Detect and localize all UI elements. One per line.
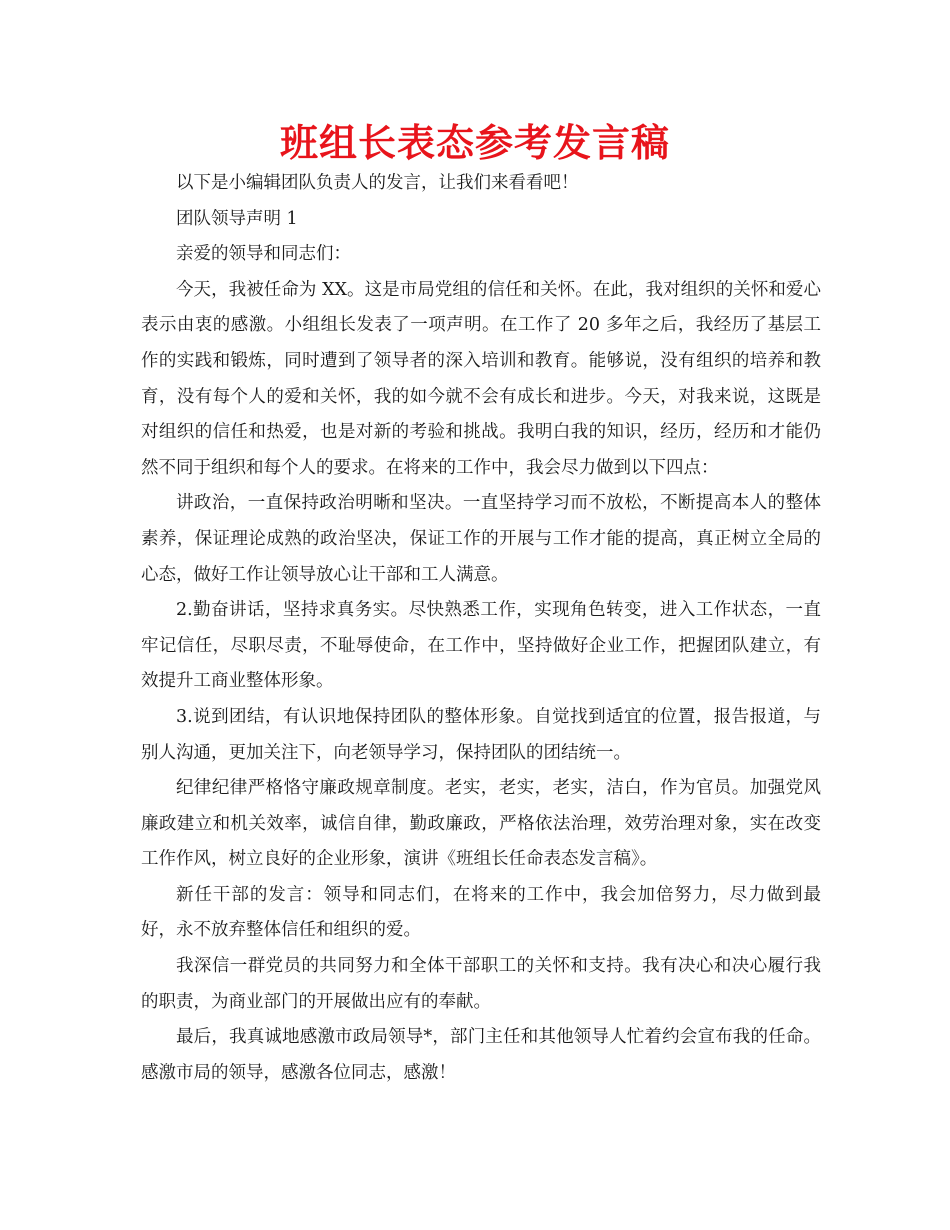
document-body (141, 166, 821, 1091)
paragraph-closing: 最后，我真诚地感激市政局领导*，部门主任和其他领导人忙着约会宣布我的任命。感激市局的领导，感激各位同志，感激！ (141, 1027, 821, 1083)
paragraph-appointment: 今天，我被任命为 XX。这是市局党组的信任和关怀。在此，我对组织的关怀和爱心表示由衷的感激。小组组长发表了一项声明。在工作了 20 多年之后，我经历了基层工作的实践和锻炼，同时遭到了领导者的深入培训和教育。能够说，没有组织的培养和教育，没有每个人的爱和关怀，我的如今就不会有成长和进步。今天，对我来说，这既是对组织的信任和热爱，也是对新的考验和挑战。我明白我的知识，经历，经历和才能仍然不同于组织和每个人的要求。在将来的工作中，我会尽力做到以下四点： (141, 279, 821, 478)
paragraph-point-diligence: 2.勤奋讲话，坚持求真务实。尽快熟悉工作，实现角色转变，进入工作状态，一直牢记信任，尽职尽责，不耻辱使命，在工作中，坚持做好企业工作，把握团队建立，有效提升工商业整体形象。 (141, 600, 821, 692)
document-title: 班组长表态参考发言稿 (279, 121, 670, 165)
paragraph-point-discipline: 纪律纪律严格恪守廉政规章制度。老实，老实，老实，洁白，作为官员。加强党风廉政建立和机关效率，诚信自律，勤政廉政，严格依法治理，效劳治理对象，实在改变工作作风，树立良好的企业形象，演讲《班组长任命表态发言稿》。 (141, 778, 821, 870)
paragraph-heading: 团队领导声明 1 (176, 208, 298, 229)
paragraph-new-cadre: 新任干部的发言：领导和同志们，在将来的工作中，我会加倍努力，尽力做到最好，永不放弃整体信任和组织的爱。 (141, 884, 821, 941)
paragraph-point-politics: 讲政治，一直保持政治明晰和坚决。一直坚持学习而不放松，不断提高本人的整体素养，保证理论成熟的政治坚决，保证工作的开展与工作才能的提高，真正树立全局的心态，做好工作让领导放心让干部和工人满意。 (141, 493, 821, 585)
paragraph-intro: 以下是小编辑团队负责人的发言，让我们来看看吧！ (176, 173, 579, 193)
paragraph-point-unity: 3.说到团结，有认识地保持团队的整体形象。自觉找到适宜的位置，报告报道，与别人沟通，更加关注下，向老领导学习，保持团队的团结统一。 (141, 706, 821, 763)
paragraph-salutation: 亲爱的领导和同志们： (176, 244, 351, 265)
paragraph-belief: 我深信一群党员的共同努力和全体干部职工的关怀和支持。我有决心和决心履行我的职责，为商业部门的开展做出应有的奉献。 (141, 956, 821, 1012)
